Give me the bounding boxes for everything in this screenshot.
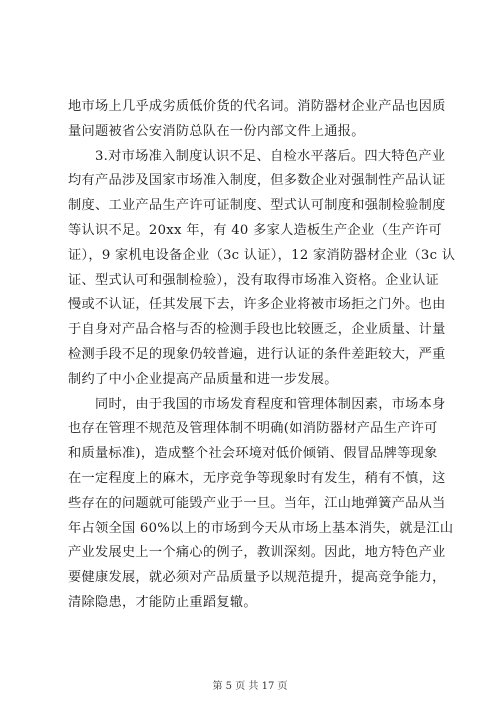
text-line: 等认识不足。20xx 年，有 40 多家人造板生产企业（生产许可 bbox=[68, 222, 442, 238]
text-line: 制约了中小企业提高产品质量和进一步发展。 bbox=[68, 371, 338, 387]
page-number-footer: 第 5 页 共 17 页 bbox=[212, 681, 288, 692]
text-line: 在一定程度上的麻木，无序竞争等现象时有发生，稍有不慎，这 bbox=[68, 470, 446, 486]
text-line: 于自身对产品合格与否的检测手段也比较匮乏，企业质量、计量 bbox=[68, 322, 446, 338]
text-line: 和质量标准)，造成整个社会环境对低价倾销、假冒品牌等现象 bbox=[68, 446, 438, 462]
text-line: 要健康发展，就必须对产品质量予以规范提升，提高竞争能力， bbox=[68, 570, 446, 586]
text-line: 地市场上几乎成劣质低价货的代名词。消防器材企业产品也因质 bbox=[68, 99, 446, 114]
text-line: 制度、工业产品生产许可证制度、型式认可制度和强制检验制度 bbox=[68, 198, 446, 214]
text-line: 也存在管理不规范及管理体制不明确(如消防器材产品生产许可 bbox=[68, 421, 438, 437]
text-line: 量问题被省公安消防总队在一份内部文件上通报。 bbox=[68, 123, 365, 139]
text-line: 产业发展史上一个痛心的例子，教训深刻。因此，地方特色产业 bbox=[68, 545, 446, 561]
text-line: 慢或不认证，任其发展下去，许多企业将被市场拒之门外。也由 bbox=[68, 297, 446, 313]
text-line: 同时，由于我国的市场发育程度和管理体制因素，市场本身 bbox=[68, 396, 446, 412]
text-line: 检测手段不足的现象仍较普遍，进行认证的条件差距较大，严重 bbox=[68, 346, 446, 362]
text-line: 均有产品涉及国家市场准入制度，但多数企业对强制性产品认证 bbox=[68, 173, 446, 189]
body-text bbox=[68, 95, 456, 616]
text-line: 证），9 家机电设备企业（3c 认证），12 家消防器材企业（3c 认 bbox=[68, 247, 456, 263]
text-line: 清除隐患，才能防止重蹈复辙。 bbox=[68, 594, 257, 610]
text-line: 3.对市场准入制度认识不足、自检水平落后。四大特色产业 bbox=[68, 148, 446, 164]
text-line: 些存在的问题就可能毁产业于一旦。当年，江山地弹簧产品从当 bbox=[68, 495, 446, 511]
text-line: 证、型式认可和强制检验），没有取得市场准入资格。企业认证 bbox=[68, 272, 440, 288]
text-line: 年占领全国 60%以上的市场到今天从市场上基本消失，就是江山 bbox=[68, 520, 454, 536]
